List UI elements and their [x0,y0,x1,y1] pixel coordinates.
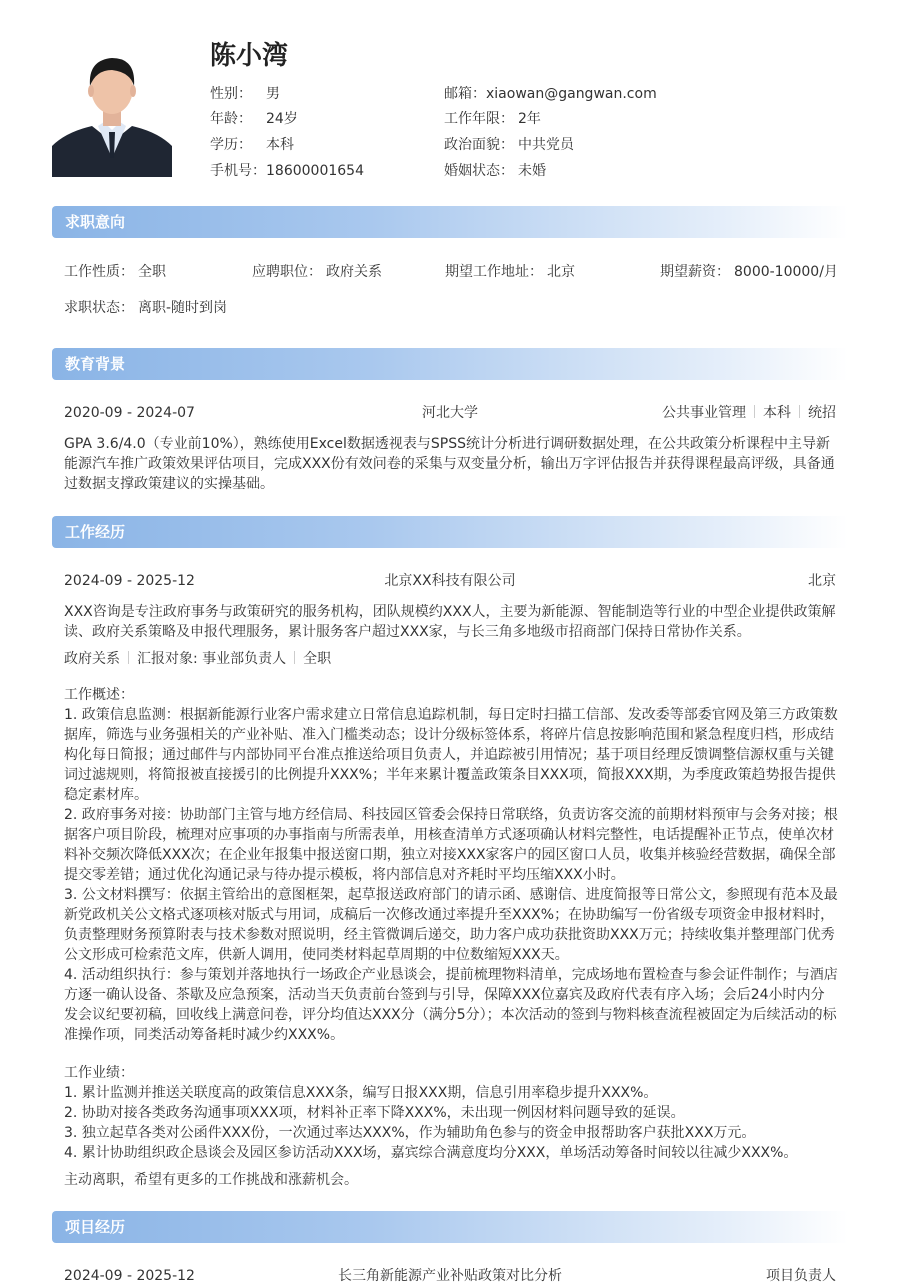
phone-field [210,161,364,181]
salary-field [660,262,838,282]
gender-value: 男 [266,86,280,102]
job-type-label: 工作性质： [64,264,134,280]
project-entry-header [64,1266,836,1286]
job-type-value: 全职 [138,264,166,280]
achievement-item: 1. 累计监测并推送关联度高的政策信息XXX条，编写日报XXX期，信息引用率稳步提升XXX%。 [64,1085,658,1101]
overview-item: 2. 政府事务对接：协助部门主管与地方经信局、科技园区管委会保持日常联络，负责访客交流的前期材料预审与会务对接；根据客户项目阶段，梳理对应事项的办事指南与所需表单，用核查清单方式逐项确认材料完整性，电话提醒补正节点，使单次材料补交频次降低XXX次；在企业年报集中报送窗口期，独立对接XXX家客户的园区窗口人员，收集并核验经营数据，确保全部提交零差错；通过优化沟通记录与待办提示模板，将内部信息对齐耗时平均压缩XXX小时。 [64,807,838,883]
education-meta [662,403,836,423]
section-header-intent [52,206,848,238]
work-company: 北京XX科技有限公司 [384,573,516,589]
education-entry-header [64,403,836,423]
divider [128,651,129,664]
work-period: 2024-09 - 2025-12 [64,573,195,589]
project-period: 2024-09 - 2025-12 [64,1268,195,1284]
work-years-label: 工作年限： [444,111,514,127]
section-header-education [52,348,848,380]
work-years-value: 2年 [518,111,541,127]
salary-value: 8000-10000/月 [734,264,838,280]
achievement-item: 3. 独立起草各类对公函件XXX份，一次通过率达XXX%，作为辅助角色参与的资金申报帮助客户获批XXX万元。 [64,1125,756,1141]
education-period: 2020-09 - 2024-07 [64,405,195,421]
location-value: 北京 [547,264,575,280]
divider [799,405,800,418]
overview-title: 工作概述： [64,687,134,703]
position-value: 政府关系 [326,264,382,280]
job-status-value: 离职-随时到岗 [138,300,228,316]
age-label: 年龄： [210,111,252,127]
section-title-intent: 求职意向 [65,213,126,231]
education-description [64,434,838,494]
job-status-label: 求职状态： [64,300,134,316]
work-entry-header [64,571,836,591]
gender-field [210,84,280,104]
email-value: xiaowan@gangwan.com [486,86,657,102]
overview-item: 1. 政策信息监测：根据新能源行业客户需求建立日常信息追踪机制，每日定时扫描工信部、发改委等部委官网及第三方政策数据库，筛选与业务强相关的产业补贴、准入门槛类动态；设计分级标签体系，将碎片信息按影响范围和紧急程度归档，形成结构化每日简报；通过邮件与内部协同平台准点推送给项目负责人，并追踪被引用情况；基于项目经理反馈调整信源权重与关键词过滤规则，将简报被直接援引的比例提升XXX%；半年来累计覆盖政策条目XXX项，简报XXX期，为季度政策趋势报告提供稳定素材库。 [64,707,838,803]
marital-field [444,161,546,181]
education-mode: 统招 [808,405,836,421]
work-report-to: 汇报对象: 事业部负责人 [137,651,287,667]
education-degree: 本科 [763,405,791,421]
achievement-item: 2. 协助对接各类政务沟通事项XXX项，材料补正率下降XXX%，未出现一例因材料问题导致的延误。 [64,1105,685,1121]
achievements-title: 工作业绩： [64,1065,134,1081]
education-value: 本科 [266,137,294,153]
age-field [210,109,298,129]
education-field [210,135,294,155]
candidate-name: 陈小湾 [210,41,289,71]
achievement-item: 4. 累计协助组织政企恳谈会及园区参访活动XXX场，嘉宾综合满意度均分XXX，单场活动筹备时间较以往减少XXX%。 [64,1145,798,1161]
work-tags [64,649,836,669]
section-header-project [52,1211,848,1243]
gender-label: 性别： [210,86,252,102]
email-field [444,84,657,104]
work-job-type: 全职 [303,651,332,667]
politics-value: 中共党员 [518,137,574,153]
project-role: 项目负责人 [766,1268,836,1284]
work-years-field [444,109,541,129]
politics-field [444,135,574,155]
section-header-work [52,516,848,548]
overview-item: 4. 活动组织执行：参与策划并落地执行一场政企产业恳谈会，提前梳理物料清单，完成场地布置检查与参会证件制作；与酒店方逐一确认设备、茶歇及应急预案，活动当天负责前台签到与引导，保障XXX位嘉宾及政府代表有序入场；会后24小时内分发会议纪要初稿，回收线上满意问卷，评分均值达XXX分（满分5分）；本次活动的签到与物料核查流程被固定为后续活动的标准操作项，同类活动筹备耗时减少约XXX%。 [64,967,838,1043]
email-label: 邮箱： [444,86,486,102]
section-title-education: 教育背景 [65,355,126,373]
profile-photo [52,46,172,177]
work-overview [64,685,838,1045]
overview-item: 3. 公文材料撰写：依据主管给出的意图框架，起草报送政府部门的请示函、感谢信、进度简报等日常公文，参照现有范本及最新党政机关公文格式逐项核对版式与用词，成稿后一次修改通过率提升至XXX%；在协助编写一份省级专项资金申报材料时，负责整理财务预算附表与技术参数对照说明，经主管微调后递交，助力客户成功获批资助XXX万元；持续收集并整理部门优秀公文形成可检索范文库，供新人调用，使同类材料起草周期的中位数缩短XXX天。 [64,887,838,963]
intent-row-2 [64,298,836,318]
leave-reason [64,1170,838,1190]
education-label: 学历： [210,137,252,153]
salary-label: 期望薪资： [660,264,730,280]
education-desc-text: GPA 3.6/4.0（专业前10%），熟练使用Excel数据透视表与SPSS统计分析进行调研数据处理，在公共政策分析课程中主导新能源汽车推广政策效果评估项目，完成XXX份有效问卷的采集与双变量分析，输出万字评估报告并获得课程最高评级，具备通过数据支撑政策建议的实操基础。 [64,436,835,492]
politics-label: 政治面貌： [444,137,514,153]
location-label: 期望工作地址： [445,264,543,280]
education-major: 公共事业管理 [662,405,746,421]
phone-label: 手机号： [210,163,266,179]
work-role: 政府关系 [64,651,120,667]
divider [294,651,295,664]
project-name: 长三角新能源产业补贴政策对比分析 [338,1268,562,1284]
work-city: 北京 [808,573,836,589]
job-type-field [64,262,166,282]
age-value: 24岁 [266,111,298,127]
section-title-project: 项目经历 [65,1218,126,1236]
education-school: 河北大学 [422,405,478,421]
position-label: 应聘职位： [252,264,322,280]
company-description [64,602,838,642]
avatar [52,46,172,177]
company-desc-text: XXX咨询是专注政府事务与政策研究的服务机构，团队规模约XXX人，主要为新能源、智能制造等行业的中型企业提供政策解读、政府关系策略及申报代理服务，累计服务客户超过XXX家，与长三角多地级市招商部门保持日常协作关系。 [64,604,836,640]
work-achievements [64,1063,838,1163]
section-title-work: 工作经历 [65,523,126,541]
phone-value: 18600001654 [266,163,364,179]
marital-label: 婚姻状态： [444,163,514,179]
divider [754,405,755,418]
marital-value: 未婚 [518,163,546,179]
leave-reason-text: 主动离职，希望有更多的工作挑战和涨薪机会。 [64,1172,358,1188]
position-field [252,262,382,282]
location-field [445,262,575,282]
